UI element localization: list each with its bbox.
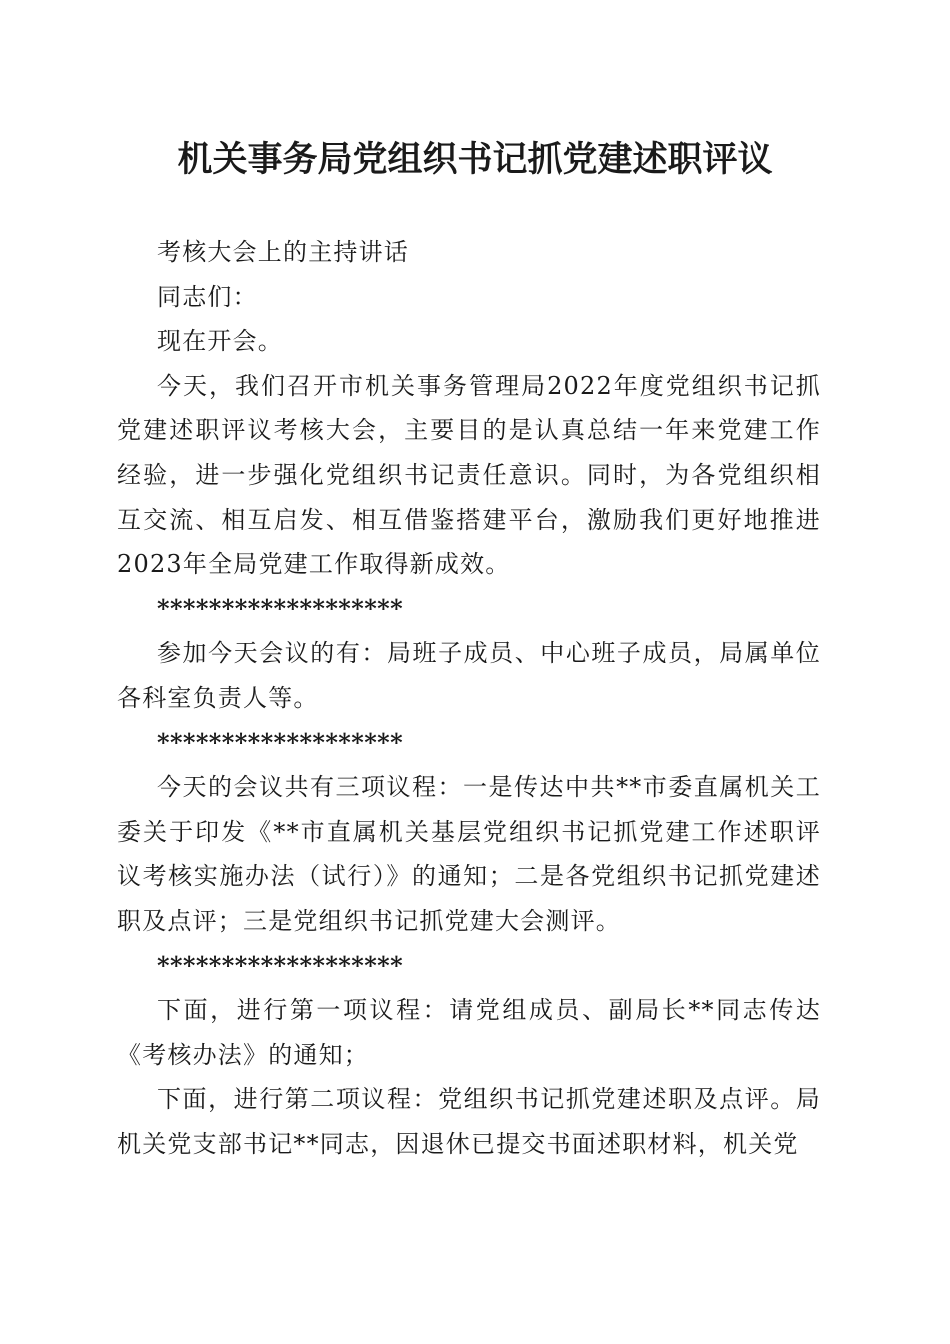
separator-stars: ******************* — [157, 727, 404, 757]
paragraph-salutation: 同志们： — [157, 282, 258, 311]
paragraph-opening: 现在开会。 — [157, 327, 283, 356]
paragraph-agenda: 今天的会议共有三项议程：一是传达中共**市委直属机关工委关于印发《**市直属机关基层党组织书记抓党建工作述职评议考核实施办法（试行）》的通知；二是各党组织书记抓党建述职及点评；三是党组织书记抓党建大会测评。 — [117, 773, 821, 935]
separator-stars: ******************* — [157, 950, 404, 980]
paragraph-second-item: 下面，进行第二项议程：党组织书记抓党建述职及点评。局机关党支部书记**同志，因退休已提交书面述职材料，机关党 — [117, 1085, 821, 1158]
paragraph-purpose: 今天，我们召开市机关事务管理局2022年度党组织书记抓党建述职评议考核大会，主要目的是认真总结一年来党建工作经验，进一步强化党组织书记责任意识。同时，为各党组织相互交流、相互启发、相互借鉴搭建平台，激励我们更好地推进2023年全局党建工作取得新成效。 — [117, 371, 821, 579]
document-body — [117, 230, 821, 1166]
paragraph-first-item: 下面，进行第一项议程：请党组成员、副局长**同志传达《考核办法》的通知； — [117, 996, 821, 1069]
paragraph-attendees: 参加今天会议的有：局班子成员、中心班子成员，局属单位各科室负责人等。 — [117, 639, 821, 712]
paragraph-subtitle: 考核大会上的主持讲话 — [157, 238, 409, 266]
separator-stars: ******************* — [157, 593, 404, 623]
document-title: 机关事务局党组织书记抓党建述职评议 — [177, 139, 773, 180]
